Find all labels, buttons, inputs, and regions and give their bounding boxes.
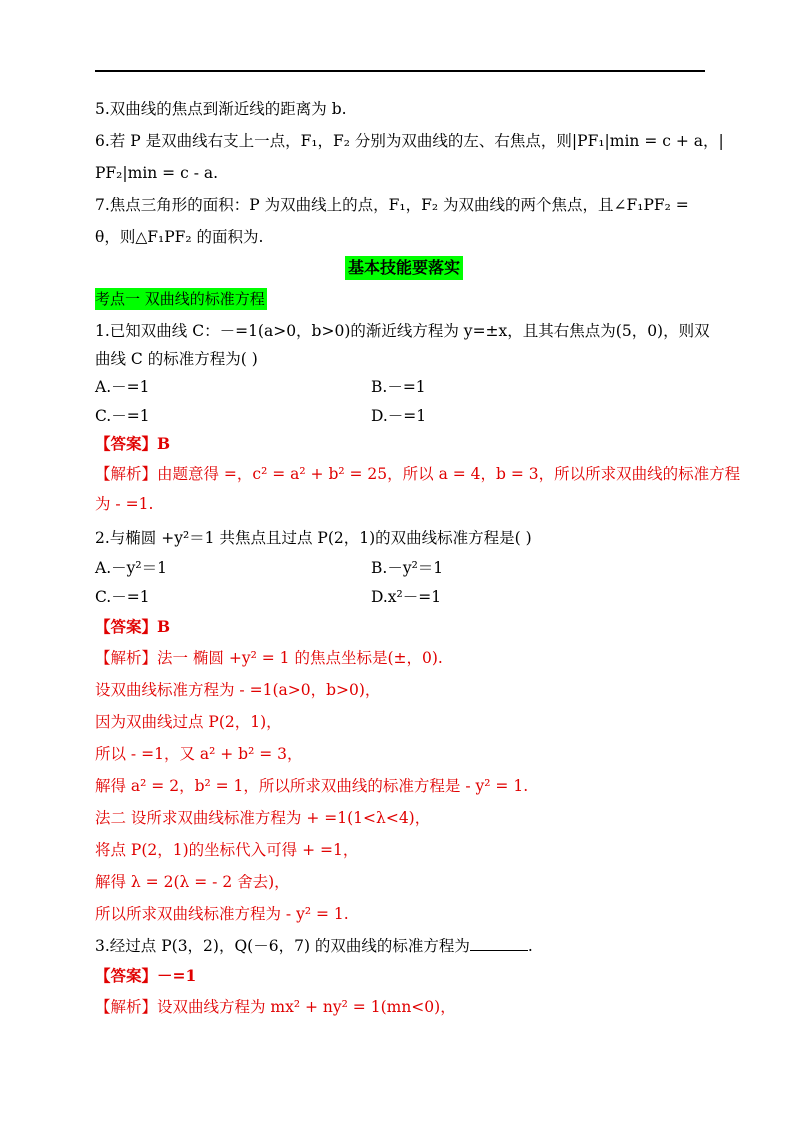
q3-explanation: 【解析】设双曲线方程为 mx² + ny² = 1(mn<0)， [95, 998, 456, 1016]
header-rule [95, 70, 705, 72]
q2-explanation-3: 因为双曲线过点 P(2，1)， [95, 713, 282, 731]
q1-option-b: B.－=1 [371, 378, 426, 396]
answer-blank [470, 936, 528, 951]
q2-explanation-6: 法二 设所求双曲线标准方程为 + =1(1<λ<4)， [95, 809, 431, 827]
q2-option-c: C.－=1 [95, 588, 150, 606]
fact-7-line1: 7.焦点三角形的面积：P 为双曲线上的点，F₁，F₂ 为双曲线的两个焦点，且∠F₁PF₂ = [95, 196, 689, 214]
q2-explanation-1: 【解析】法一 椭圆 +y² = 1 的焦点坐标是(±，0). [95, 649, 443, 667]
fact-7-line2: θ，则△F₁PF₂ 的面积为. [95, 228, 264, 246]
q1-explanation-line2: 为 - =1. [95, 495, 154, 513]
question-1-line1: 1.已知双曲线 C：－=1(a>0，b>0)的渐近线方程为 y=±x，且其右焦点为(5，0)，则双 [95, 322, 710, 340]
question-3 [95, 935, 533, 957]
q1-explanation-line1: 【解析】由题意得 =，c² = a² + b² = 25，所以 a = 4，b = 3，所以所求双曲线的标准方程 [95, 465, 741, 483]
q1-option-c: C.－=1 [95, 407, 150, 425]
q2-explanation-7: 将点 P(2，1)的坐标代入可得 + =1， [95, 841, 359, 859]
fact-6-line1: 6.若 P 是双曲线右支上一点，F₁，F₂ 分别为双曲线的左、右焦点，则|PF₁|min = c + a，| [95, 132, 724, 150]
q2-option-a: A.－y²＝1 [95, 559, 167, 577]
fact-5: 5.双曲线的焦点到渐近线的距离为 b. [95, 100, 347, 118]
q2-option-d: D.x²－=1 [371, 588, 442, 606]
q2-explanation-2: 设双曲线标准方程为 - =1(a>0，b>0)， [95, 681, 381, 699]
question-2: 2.与椭圆 +y²＝1 共焦点且过点 P(2，1)的双曲线标准方程是( ) [95, 529, 532, 547]
q2-answer: 【答案】B [95, 617, 171, 636]
question-1-line2: 曲线 C 的标准方程为( ) [95, 350, 258, 368]
fact-6-line2: PF₂|min = c - a. [95, 164, 219, 182]
q1-option-a: A.－=1 [95, 378, 150, 396]
question-3-text: 3.经过点 P(3，2)，Q(－6，7) 的双曲线的标准方程为 [95, 937, 470, 955]
q2-explanation-4: 所以 - =1，又 a² + b² = 3， [95, 745, 303, 763]
question-3-end: . [527, 937, 533, 955]
q2-option-b: B.－y²＝1 [371, 559, 444, 577]
section-title: 基本技能要落实 [345, 256, 463, 280]
topic-heading: 考点一 双曲线的标准方程 [95, 290, 265, 308]
q3-answer: 【答案】－=1 [95, 966, 197, 985]
q2-explanation-9: 所以所求双曲线标准方程为 - y² = 1. [95, 905, 349, 923]
q1-answer: 【答案】B [95, 434, 171, 453]
q2-explanation-5: 解得 a² = 2，b² = 1，所以所求双曲线的标准方程是 - y² = 1. [95, 777, 529, 795]
q1-option-d: D.－=1 [371, 407, 427, 425]
q2-explanation-8: 解得 λ = 2(λ = - 2 舍去)， [95, 873, 290, 891]
